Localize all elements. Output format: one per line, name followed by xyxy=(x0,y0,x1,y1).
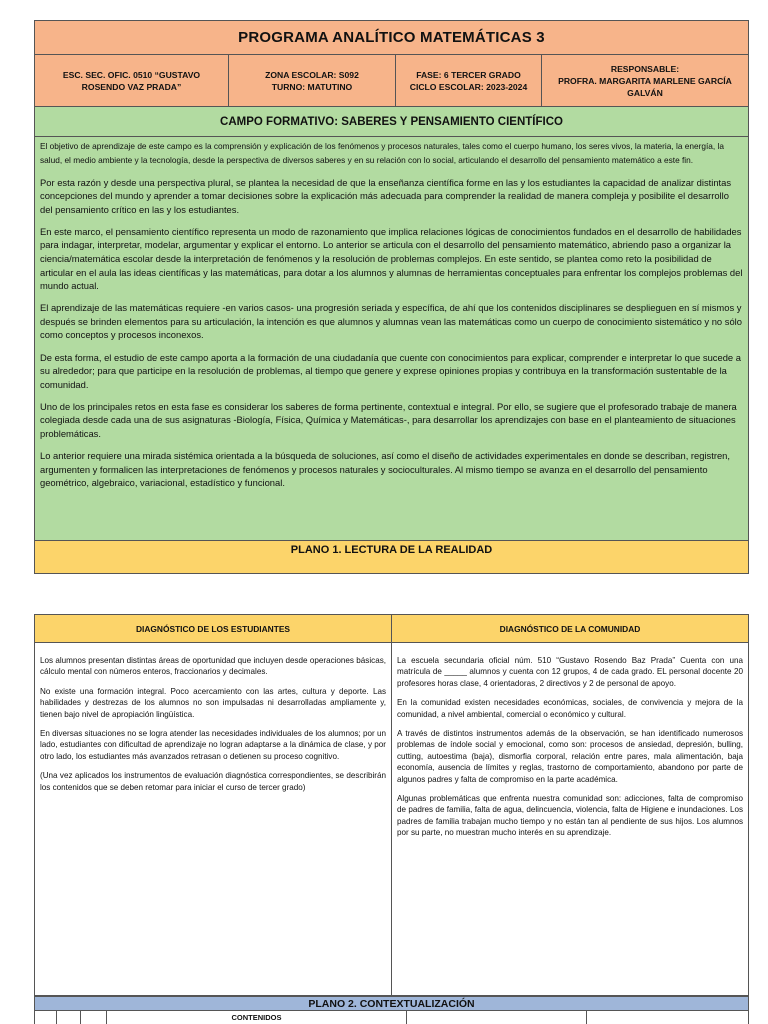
responsible-name-line2: GALVÁN xyxy=(627,87,663,98)
students-paragraph: Los alumnos presentan distintas áreas de oportunidad que incluyen desde operaciones básicas, cálculo mental con números enteros, fraccionarios y decimales. xyxy=(40,656,386,677)
diagnostico-headers xyxy=(35,615,748,643)
campo-paragraph: Lo anterior requiere una mirada sistémica orientada a la búsqueda de soluciones, así como el diseño de actividades experimentales en donde se describan, registren, argumenten y formalicen las interpretaciones de fenómenos y procesos naturales y socioculturales. Al mismo tiempo se avanza en el desarrollo del pensamiento geométrico, algebraico, variacional, estadístico y funcional. xyxy=(40,450,730,489)
school-name-line2: ROSENDO VAZ PRADA” xyxy=(81,81,182,92)
students-paragraph: No existe una formación integral. Poco acercamiento con las artes, cultura y deporte. Las habilidades y destrezas de los alumnos no son impulsadas ni desarrolladas ampliamente y, tienen bajo nivel de apropiación lingüística. xyxy=(40,686,386,719)
document-title: PROGRAMA ANALÍTICO MATEMÁTICAS 3 xyxy=(35,21,748,55)
plano2-heading: PLANO 2. CONTEXTUALIZACIÓN xyxy=(35,996,748,1011)
campo-formativo-body xyxy=(35,137,748,541)
campo-paragraph: En este marco, el pensamiento científico representa un modo de razonamiento que implica relaciones lógicas de conocimientos fundados en el desarrollo de habilidades para indagar, interpretar, modelar, argumentar y explicar el entorno. Lo anterior se articula con el desarrollo del pensamiento matemático, abriendo paso a organizar la ciencia/matemática escolar desde la interpretación de fenómenos y la resolución de problemas complejos. En este sentido, se plantea como reto la posibilidad de articular en el aula las ideas científicas y las matemáticas, para dotar a los alumnos y alumnas de herramientas conceptuales para enfrentar los complejos problemas del mundo actual. xyxy=(40,225,743,292)
community-diagnosis-heading: DIAGNÓSTICO DE LA COMUNIDAD xyxy=(499,623,641,634)
responsible-cell xyxy=(542,55,748,106)
community-paragraph: En la comunidad existen necesidades económicas, sociales, de convivencia y mejora de la comunidad, a nivel ambiental, comercial o económico y cultural. xyxy=(397,698,743,719)
phase-line: FASE: 6 TERCER GRADO xyxy=(416,69,521,80)
plano2-header-row xyxy=(35,1011,748,1024)
campo-paragraph: De esta forma, el estudio de este campo aporta a la formación de una ciudadanía que cuente con conocimientos para explicar, comprender e interpretar lo que sucede a su alrededor; para que participe en la resolución de problemas, al tiempo que genere y exprese opiniones propias y contribuya en la transformación sustentable de la comunidad. xyxy=(40,351,741,390)
school-name-line1: ESC. SEC. OFIC. 0510 “GUSTAVO xyxy=(62,69,201,80)
zone-line: ZONA ESCOLAR: S092 xyxy=(265,69,359,80)
diagnostico-body xyxy=(35,643,748,995)
plano2-cell xyxy=(407,1011,587,1024)
school-year-line: CICLO ESCOLAR: 2023-2024 xyxy=(409,81,528,92)
plano2-cell xyxy=(587,1011,748,1024)
contenidos-heading: CONTENIDOS xyxy=(107,1011,407,1024)
campo-paragraph: El aprendizaje de las matemáticas requiere -en varios casos- una progresión seriada y específica, de ahí que los contenidos disciplinares se desplieguen en sí mismos y después se brinden elementos para su articulación, la intención es que alumnos y alumnas vean las matemáticas como un cuerpo de conocimiento sistemático y no sólo como conceptos y procesos inconexos. xyxy=(40,302,742,341)
info-row xyxy=(35,55,748,107)
campo-paragraph: Uno de los principales retos en esta fase es considerar los saberes de forma pertinente, contextual e integral. Por ello, se sugiere que el profesorado trabaje de manera colegiada desde cada una de sus asignaturas -Biología, Física, Química y Matemáticas-, para desarrollar los aprendizajes con base en el planteamiento de situaciones problemáticas. xyxy=(40,400,737,439)
community-paragraph: La escuela secundaria oficial núm. 510 “Gustavo Rosendo Baz Prada” Cuenta con una matrícula de _____ alumnos y cuenta con 12 grupos, 4 de cada grado. EL personal docente 20 profesores horas clase, 4 orientadoras, 2 directivos y 2 de personal de apoyo. xyxy=(397,656,743,688)
community-paragraph: A través de distintos instrumentos además de la observación, se han identificado numerosos problemas de índole social y emocional, como son: procesos de ansiedad, depresión, bulling, cutting, autoestima (baja), dismorfia corporal, relación entre pares, mala alimentación, baja economía, ausencia de límites y reglas, trastorno de comportamiento, abandono por parte de algunos padres y falta de compromiso en la parte académica. xyxy=(397,729,743,784)
programa-analitico-sheet xyxy=(34,20,749,574)
students-diagnosis-heading: DIAGNÓSTICO DE LOS ESTUDIANTES xyxy=(35,615,392,642)
phase-cell xyxy=(396,55,542,106)
responsible-name-line1: PROFRA. MARGARITA MARLENE GARCÍA xyxy=(558,75,732,86)
diagnostico-table xyxy=(34,614,749,996)
campo-formativo-heading: CAMPO FORMATIVO: SABERES Y PENSAMIENTO CIENTÍFICO xyxy=(35,107,748,137)
plano2-cell xyxy=(35,1011,57,1024)
shift-line: TURNO: MATUTINO xyxy=(271,81,353,92)
students-paragraph: En diversas situaciones no se logra atender las necesidades individuales de los alumnos; por un lado, estudiantes con dificultad de aprendizaje no logran adaptarse a la dinámica de clase, y por otro lado, los estudiantes más avanzados retrasan o detienen su proceso cognitivo. xyxy=(40,729,386,761)
campo-paragraph: El objetivo de aprendizaje de este campo es la comprensión y explicación de los fenómenos y procesos naturales, tales como el cuerpo humano, los seres vivos, la materia, la energía, la salud, el medio ambiente y la tecnología, desde la perspectiva de diversos saberes y en su relación con lo social, articulando el desarrollo del pensamiento matemático a este fin. xyxy=(40,141,724,165)
plano1-heading: PLANO 1. LECTURA DE LA REALIDAD xyxy=(35,541,748,573)
school-cell xyxy=(35,55,229,106)
zone-cell xyxy=(229,55,396,106)
responsible-label: RESPONSABLE: xyxy=(610,63,680,74)
community-paragraph: Algunas problemáticas que enfrenta nuestra comunidad son: adicciones, falta de compromiso de padres de familia, falta de agua, delincuencia, violencia, falta de Higiene e inundaciones. Los padres de familia trabajan mucho tiempo y no están tan al pendiente de sus hijos. Los alumnos por su parte, no muestran mucho interés en su aprendizaje. xyxy=(397,794,743,838)
plano2-cell xyxy=(57,1011,81,1024)
campo-paragraph: Por esta razón y desde una perspectiva plural, se plantea la necesidad de que la enseñanza científica forme en las y los estudiantes la capacidad de analizar distintas concepciones del mundo y aprender a tomar decisiones sobre la explicación más adecuada para comprender la realidad de manera compleja y posibilite el desarrollo del pensamiento crítico en las y los estudiantes. xyxy=(40,176,732,215)
students-paragraph: (Una vez aplicados los instrumentos de evaluación diagnóstica correspondientes, se describirán los contenidos que se deben retomar para iniciar el curso de tercer grado) xyxy=(40,771,386,792)
community-diagnosis-column xyxy=(392,643,748,995)
plano2-cell xyxy=(81,1011,107,1024)
plano2-section xyxy=(34,996,749,1024)
students-diagnosis-column xyxy=(35,643,392,995)
